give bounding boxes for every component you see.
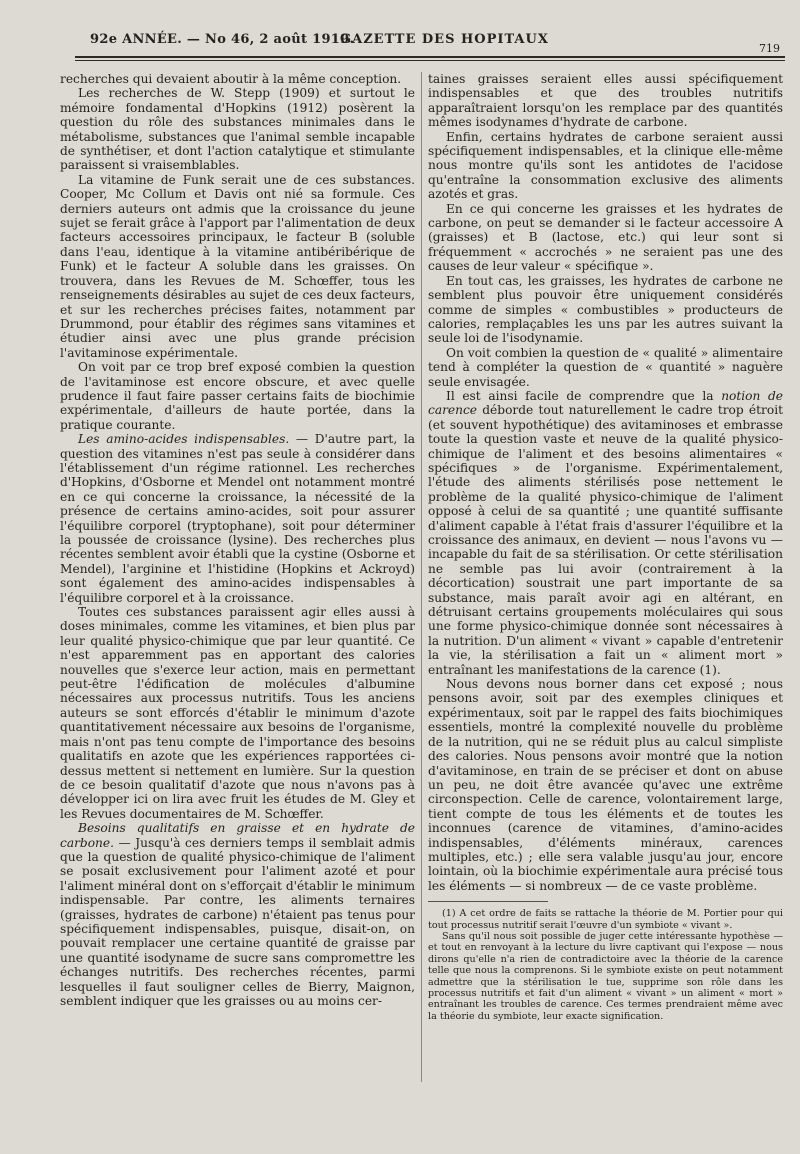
paragraph-text: — Jusqu'à ces derniers temps il semblait admis que la question de qualité physico-chimique de l'aliment se posait exclusivement pour l'aliment azoté et pour l'aliment minéral dont on s'efforçait d'établir le minimum indispensable. Par contre, les aliments ternaires (graisses, hydrates de carbone) n'étaient pas tenus pour spécifiquement indispensables, puisque, disait-on, on pouvait remplacer une certaine quantité de graisse par une quantité isodyname de sucre sans compromettre les échanges nutritifs. Des recherches récentes, parmi lesquelles il faut souligner celles de Bierry, Maignon, semblent indiquer que les graisses ou au moins cer- [60,835,415,1008]
paragraph: On voit par ce trop bref exposé combien la question de l'avitaminose est encore obscure, et avec quelle prudence il faut faire passer certains faits de biochimie expérimentale, d'ailleurs de haute portée, dans la pratique courante. [60,360,415,432]
paragraph [60,432,415,605]
paragraph: Toutes ces substances paraissent agir elles aussi à doses minimales, comme les vitamines, et bien plus par leur qualité physico-chimique que par leur quantité. Ce n'est apparemment pas en apportant des calories nouvelles que s'exerce leur action, mais en permettant peut-être l'édification de molécules d'albumine nécessaires aux processus nutritifs. Tous les anciens auteurs se sont efforcés d'établir le minimum d'azote quantitativement nécessaire aux besoins de l'organisme, mais n'ont pas tenu compte de l'importance des besoins qualitatifs en azote que les expériences rapportées ci-dessus mettent si nettement en lumière. Sur la question de ce besoin qualitatif d'azote que nous n'avons pas à développer ici on lira avec fruit les études de M. Gley et les Revues documentaires de M. Schœffer. [60,605,415,821]
journal-title: GAZETTE DES HOPITAUX [340,32,549,47]
right-column [428,72,783,1022]
page-number: 719 [759,42,780,55]
header-rule [75,56,785,58]
emphasis-term: notion de carence [428,388,783,418]
paragraph: En ce qui concerne les graisses et les hydrates de carbone, on peut se demander si le facteur accessoire A (graisses) et B (lactose, etc.) qui leur sont si fréquemment « accrochés » ne seraient pas une des causes de leur valeur « spécifique ». [428,201,783,274]
paragraph: On voit combien la question de « qualité » alimentaire tend à compléter la question de « quantité » naguère seule envisagée. [428,345,783,389]
left-column [60,72,415,1008]
footnotes [428,908,783,1022]
paragraph: recherches qui devaient aboutir à la même conception. [60,72,402,86]
footnote-rule [428,901,548,902]
header-rule-thin [75,60,785,61]
paragraph-text: — D'autre part, la question des vitamines n'est pas seule à considérer dans l'établissement d'un régime rationnel. Les recherches d'Hopkins, d'Osborne et Mendel ont notamment montré en ce qui concerne la croissance, la nécessité de la présence de certains amino-acides, soit pour assurer l'équilibre corporel (tryptophane), soit pour déterminer la poussée de croissance (lysine). Des recherches plus récentes semblent avoir établi que la cystine (Osborne et Mendel), l'arginine et l'histidine (Hopkins et Ackroyd) sont également des amino-acides indispensables à l'équilibre corporel et à la croissance. [60,432,415,605]
paragraph-text: déborde tout naturellement le cadre trop étroit (et souvent hypothétique) des avitaminoses et embrasse toute la question vaste et neuve de la qualité physico-chimique de l'aliment et des besoins alimentaires « spécifiques » de l'organisme. Expérimentalement, l'étude des aliments stérilisés pose nettement le problème de la qualité physico-chimique de l'aliment opposé à celui de sa quantité ; une quantité suffisante d'aliment capable à l'état frais d'assurer l'équilibre et la croissance des animaux, en devient — nous l'avons vu — incapable du fait de sa stérilisation. Or cette stérilisation ne semble pas lui avoir (contrairement à la décortication) soustrait une part importante de sa substance, mais paraît avoir agi en altérant, en détruisant certains groupements moléculaires qui sous une forme physico-chimique donnée sont nécessaires à la nutrition. D'un aliment « vivant » capable d'entretenir la vie, la stérilisation a fait un « aliment mort » entraînant les manifestations de la carence (1). [428,403,783,677]
footnote: Sans qu'il nous soit possible de juger cette intéressante hypothèse — et tout en renvoyant à la lecture du livre captivant qui l'expose — nous dirons qu'elle n'a rien de contradictoire avec la théorie de la carence telle que nous la comprenons. Si le symbiote existe on peut notamment admettre que la stérilisation le tue, supprime son rôle dans les processus nutritifs et fait d'un aliment « vivant » un aliment « mort » entraînant les troubles de carence. Ces termes prendraient même avec la théorie du symbiote, leur exacte signification. [428,930,783,1022]
right-column-body [428,72,783,893]
paragraph [60,821,415,1008]
paragraph: Enfin, certains hydrates de carbone seraient aussi spécifiquement indispensables, et la clinique elle-même nous montre qu'ils sont les antidotes de l'acidose qu'entraîne la consommation exclusive des aliments azotés et gras. [428,129,783,202]
paragraph: taines graisses seraient elles aussi spécifiquement indispensables et que des troubles nutritifs apparaîtraient lorsqu'on les remplace par des quantités mêmes isodynames d'hydrate de carbone. [428,72,783,130]
issue-line: 92e ANNÉE. — No 46, 2 août 1919. [90,32,355,47]
paragraph-text: Il est ainsi facile de comprendre que la [446,388,722,403]
section-heading: Les amino-acides indispensables. [78,432,290,447]
section-heading: Besoins qualitatifs en graisse et en hydrate de carbone. [60,821,415,850]
footnote: (1) A cet ordre de faits se rattache la théorie de M. Portier pour qui tout processus nutritif serait l'œuvre d'un symbiote « vivant ». [428,908,783,931]
paragraph [428,389,783,677]
paragraph: En tout cas, les graisses, les hydrates de carbone ne semblent plus pouvoir être uniquement considérés comme de simples « combustibles » producteurs de calories, remplaçables les uns par les autres suivant la seule loi de l'isodynamie. [428,273,783,346]
paragraph: Nous devons nous borner dans cet exposé ; nous pensons avoir, soit par des exemples cliniques et expérimentaux, soit par le rappel des faits biochimiques essentiels, montré la complexité nouvelle du problème de la nutrition, qui ne se réduit plus au calcul simpliste des calories. Nous pensons avoir montré que la notion d'avitaminose, en train de se préciser et dont on abuse un peu, ne doit être avancée qu'avec une extrême circonspection. Celle de carence, volontairement large, tient compte de tous les éléments et de toutes les inconnues (carence de vitamines, d'amino-acides indispensables, d'éléments minéraux, carences multiples, etc.) ; elle sera valable jusqu'au jour, encore lointain, où la biochimie expérimentale aura précisé tous les éléments — si nombreux — de ce vaste problème. [428,677,783,893]
running-header [90,28,780,55]
paragraph: La vitamine de Funk serait une de ces substances. Cooper, Mc Collum et Davis ont nié sa formule. Ces derniers auteurs ont admis que la croissance du jeune sujet se ferait grâce à l'apport par l'alimentation de deux facteurs accessoires principaux, le facteur B (soluble dans l'eau, identique à la vitamine antibéribérique de Funk) et le facteur A soluble dans les graisses. On trouvera, dans les Revues de M. Schœffer, tous les renseignements désirables au sujet de ces deux facteurs, et sur les recherches précises faites, notamment par Drummond, pour établir des régimes sans vitamines et étudier ainsi avec une plus grande précision l'avitaminose expérimentale. [60,172,415,360]
column-divider [421,72,422,1082]
paragraph: Les recherches de W. Stepp (1909) et surtout le mémoire fondamental d'Hopkins (1912) posèrent la question du rôle des substances minimales dans le métabolisme, substances que l'animal semble incapable de synthétiser, et dont l'action catalytique et stimulante paraissent si vraisemblables. [60,86,415,173]
